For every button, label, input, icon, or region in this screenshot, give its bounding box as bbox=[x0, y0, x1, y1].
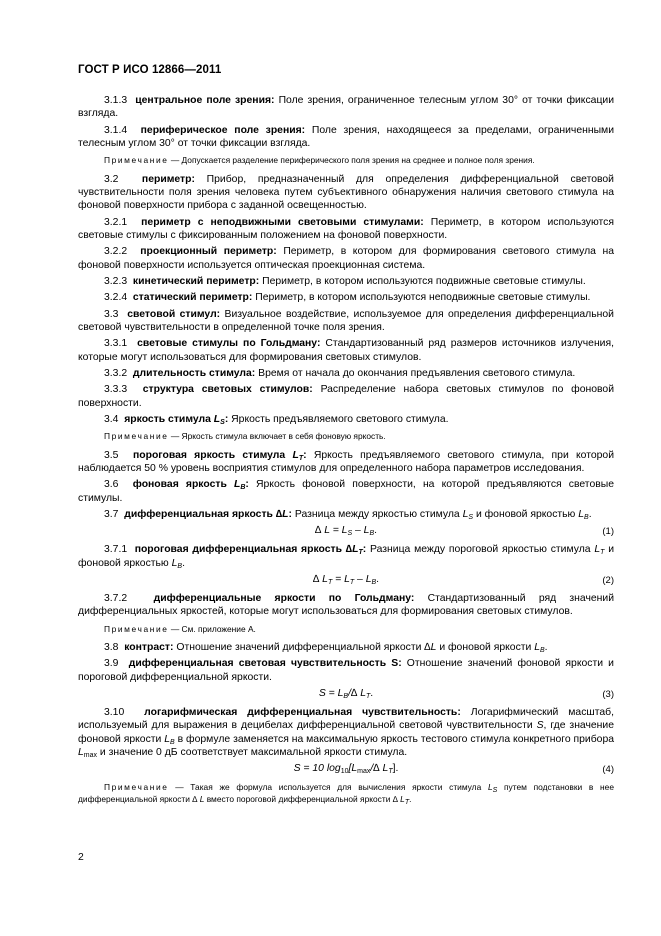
clause-3-7: 3.7 дифференциальная яркость ∆L: Разница между яркостью стимула $L_S$ и фоновой яркостью $L_B$. bbox=[104, 509, 592, 521]
formula-2: ∆ $L_T = L_T - L_B$. (2) bbox=[312, 574, 614, 587]
formula-4: S = 10 $\log_{10}[L_{max}/\Delta$ $L_T$]. (4) bbox=[293, 763, 614, 776]
page-number: 2 bbox=[78, 852, 84, 863]
clause-3-2-4: 3.2.4 статический периметр: Периметр, в котором используются неподвижные световые стимулы. bbox=[104, 292, 591, 304]
formula-number: (2) bbox=[602, 575, 614, 587]
formula-number: (3) bbox=[602, 688, 614, 700]
clause-3-5: 3.5 пороговая яркость стимула $L_T$: Яркость предъявляемого светового стимула, при которой наблюдается 50 % уровень восприятия стимулов для определенного набора параметров исследования. bbox=[78, 449, 615, 474]
clause-3-3: 3.3 световой стимул: Визуальное воздействие, используемое для определения дифференциальной световой чувствительности в определенной точке поля зрения. bbox=[78, 308, 614, 334]
note-4: Примечание — Такая же формула используется для вычисления яркости стимула $L_S$ путем подстановки в нее дифференциальной яркости ∆ L вместо пороговой дифференциальной яркости ∆ $L_T$. bbox=[78, 782, 614, 806]
clause-3-2-1: 3.2.1 периметр с неподвижными световыми стимулами: Периметр, в котором используются световые стимулы с фиксированным положением на фоновой поверхности. bbox=[78, 216, 614, 241]
clause-3-3-2: 3.3.2 длительность стимула: Время от начала до окончания предъявления светового стимула. bbox=[104, 368, 576, 380]
clause-3-2: 3.2 периметр: Прибор, предназначенный для определения дифференциальной световой чувствительности поля зрения человека путем субъективного обнаружения наличия светового стимула на фоновой поверхности прибора с заданной освещенностью. bbox=[78, 173, 614, 212]
note-1: Примечание — Допускается разделение периферического поля зрения на среднее и полное поля зрения. bbox=[104, 155, 535, 166]
clause-3-6: 3.6 фоновая яркость $L_B$: Яркость фоновой поверхности, на которой предъявляются световые стимулы. bbox=[78, 479, 614, 504]
note-2: Примечание — Яркость стимула включает в себя фоновую яркость. bbox=[104, 431, 386, 442]
clause-3-3-3: 3.3.3 структура световых стимулов: Распределение набора световых стимулов по фоновой поверхности. bbox=[78, 384, 615, 409]
clause-3-10: 3.10 логарифмическая дифференциальная чувствительность: Логарифмический масштаб, используемый для выражения в децибелах дифференциальной световой чувствительности S, где значение фоновой яркости $L_B$ в формуле заменяется на максимальную яркость тестового стимула конкретного прибора $L_{max}$ и значение 0 дБ соответствует максимальной яркости стимула. bbox=[78, 706, 614, 759]
formula-number: (1) bbox=[602, 526, 614, 538]
clause-3-1-4: 3.1.4 периферическое поле зрения: Поле зрения, находящееся за пределами, ограниченными телесным углом 30° от точки фиксации взгляда. bbox=[78, 124, 614, 150]
clause-3-8: 3.8 контраст: Отношение значений дифференциальной яркости ∆L и фоновой яркости $L_B$. bbox=[104, 641, 548, 654]
clause-3-2-2: 3.2.2 проекционный периметр: Периметр, в котором для формирования светового стимула на фоновой поверхности используется оптическая проекционная система. bbox=[78, 246, 614, 271]
note-3: Примечание — См. приложение А. bbox=[104, 623, 256, 634]
formula-number: (4) bbox=[602, 764, 614, 776]
clause-3-7-1: 3.7.1 пороговая дифференциальная яркость $\Delta L_T$: Разница между пороговой яркостью стимула $L_T$ и фоновой яркостью $L_B$. bbox=[78, 544, 614, 570]
document-body bbox=[78, 94, 614, 811]
document-header: ГОСТ Р ИСО 12866—2011 bbox=[78, 64, 222, 76]
clause-3-9: 3.9 дифференциальная световая чувствительность S: Отношение значений фоновой яркости и пороговой дифференциальной яркости. bbox=[78, 658, 614, 683]
clause-3-4: 3.4 яркость стимула $L_S$: Яркость предъявляемого светового стимула. bbox=[104, 414, 449, 427]
clause-3-2-3: 3.2.3 кинетический периметр: Периметр, в котором используются подвижные световые стимулы. bbox=[104, 275, 586, 287]
clause-3-7-2: 3.7.2 дифференциальные яркости по Гольдману: Стандартизованный ряд значений дифференциальных яркостей, которые могут использоваться для формирования световых стимулов. bbox=[78, 593, 615, 618]
clause-3-1-3: 3.1.3 центральное поле зрения: Поле зрения, ограниченное телесным углом 30° от точки фиксации взгляда. bbox=[78, 95, 615, 120]
formula-1: ∆ $L = L_S - L_B$. (1) bbox=[314, 525, 614, 538]
clause-3-3-1: 3.3.1 световые стимулы по Гольдману: Стандартизованный ряд размеров источников излучения, которые могут использоваться для формирования световых стимулов. bbox=[78, 338, 614, 363]
formula-3: $S = L_B/\Delta$ $L_T$. (3) bbox=[318, 687, 614, 700]
